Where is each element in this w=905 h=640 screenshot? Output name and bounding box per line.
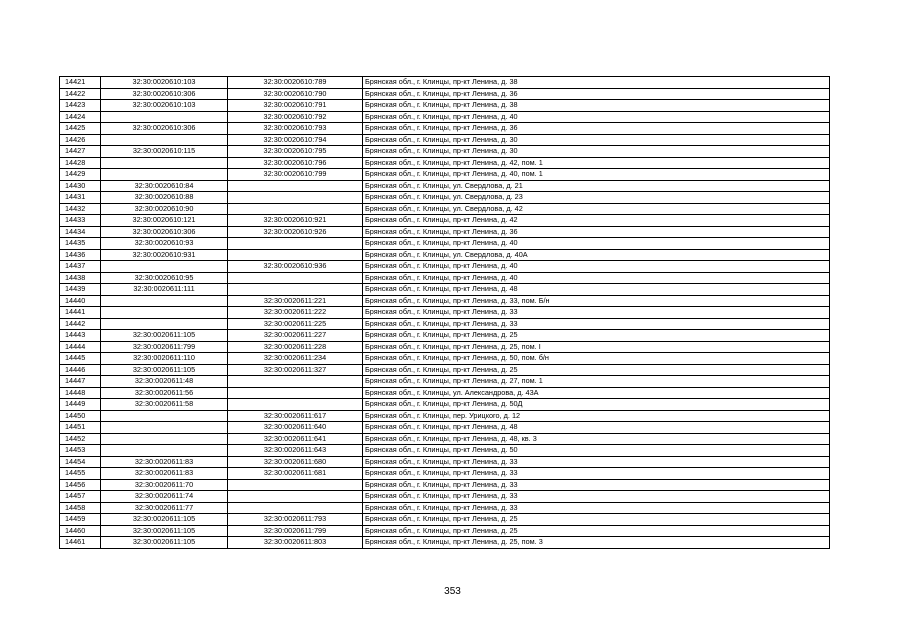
object-number-cell: 32:30:0020611:227 <box>228 330 363 342</box>
table-row <box>60 307 830 319</box>
address-cell: Брянская обл., г. Клинцы, пр-кт Ленина, д. 33 <box>363 307 830 319</box>
address-cell: Брянская обл., г. Клинцы, пер. Урицкого, д. 12 <box>363 410 830 422</box>
table-row <box>60 180 830 192</box>
address-cell: Брянская обл., г. Клинцы, пр-кт Ленина, д. 25, пом. I <box>363 341 830 353</box>
object-number-cell <box>228 180 363 192</box>
parcel-number-cell: 32:30:0020610:93 <box>101 238 228 250</box>
object-number-cell: 32:30:0020611:799 <box>228 525 363 537</box>
table-row <box>60 353 830 365</box>
row-number-cell: 14438 <box>60 272 101 284</box>
row-number-cell: 14453 <box>60 445 101 457</box>
row-number-cell: 14449 <box>60 399 101 411</box>
row-number-cell: 14444 <box>60 341 101 353</box>
address-cell: Брянская обл., г. Клинцы, пр-кт Ленина, д. 33, пом. Б/н <box>363 295 830 307</box>
address-cell: Брянская обл., г. Клинцы, пр-кт Ленина, д. 50 <box>363 445 830 457</box>
table-row <box>60 537 830 549</box>
parcel-number-cell: 32:30:0020610:103 <box>101 100 228 112</box>
page-number: 353 <box>444 586 461 597</box>
table-row <box>60 410 830 422</box>
row-number-cell: 14422 <box>60 88 101 100</box>
parcel-number-cell: 32:30:0020611:105 <box>101 537 228 549</box>
row-number-cell: 14429 <box>60 169 101 181</box>
row-number-cell: 14436 <box>60 249 101 261</box>
address-cell: Брянская обл., г. Клинцы, пр-кт Ленина, д. 48 <box>363 284 830 296</box>
table-row <box>60 146 830 158</box>
parcel-number-cell <box>101 111 228 123</box>
address-cell: Брянская обл., г. Клинцы, пр-кт Ленина, д. 50, пом. б/н <box>363 353 830 365</box>
parcel-number-cell: 32:30:0020610:103 <box>101 77 228 89</box>
parcel-number-cell: 32:30:0020611:58 <box>101 399 228 411</box>
table-row <box>60 100 830 112</box>
row-number-cell: 14457 <box>60 491 101 503</box>
table-row <box>60 330 830 342</box>
row-number-cell: 14448 <box>60 387 101 399</box>
row-number-cell: 14437 <box>60 261 101 273</box>
object-number-cell <box>228 238 363 250</box>
address-cell: Брянская обл., г. Клинцы, пр-кт Ленина, д. 36 <box>363 226 830 238</box>
registry-table <box>59 76 830 549</box>
parcel-number-cell <box>101 295 228 307</box>
parcel-number-cell: 32:30:0020611:83 <box>101 456 228 468</box>
table-row <box>60 157 830 169</box>
table-row <box>60 226 830 238</box>
parcel-number-cell: 32:30:0020611:111 <box>101 284 228 296</box>
address-cell: Брянская обл., г. Клинцы, пр-кт Ленина, д. 38 <box>363 100 830 112</box>
parcel-number-cell: 32:30:0020611:110 <box>101 353 228 365</box>
object-number-cell: 32:30:0020611:228 <box>228 341 363 353</box>
parcel-number-cell: 32:30:0020611:105 <box>101 514 228 526</box>
table-row <box>60 318 830 330</box>
table-row <box>60 134 830 146</box>
object-number-cell: 32:30:0020610:794 <box>228 134 363 146</box>
table-row <box>60 249 830 261</box>
table-row <box>60 468 830 480</box>
row-number-cell: 14445 <box>60 353 101 365</box>
row-number-cell: 14423 <box>60 100 101 112</box>
parcel-number-cell: 32:30:0020611:105 <box>101 364 228 376</box>
parcel-number-cell: 32:30:0020611:74 <box>101 491 228 503</box>
table-row <box>60 261 830 273</box>
address-cell: Брянская обл., г. Клинцы, пр-кт Ленина, д. 48, кв. 3 <box>363 433 830 445</box>
parcel-number-cell: 32:30:0020611:48 <box>101 376 228 388</box>
table-row <box>60 387 830 399</box>
address-cell: Брянская обл., г. Клинцы, пр-кт Ленина, д. 25 <box>363 364 830 376</box>
parcel-number-cell: 32:30:0020610:306 <box>101 123 228 135</box>
row-number-cell: 14450 <box>60 410 101 422</box>
table-row <box>60 295 830 307</box>
row-number-cell: 14430 <box>60 180 101 192</box>
row-number-cell: 14455 <box>60 468 101 480</box>
address-cell: Брянская обл., г. Клинцы, пр-кт Ленина, д. 36 <box>363 88 830 100</box>
address-cell: Брянская обл., г. Клинцы, пр-кт Ленина, д. 27, пом. 1 <box>363 376 830 388</box>
object-number-cell: 32:30:0020610:789 <box>228 77 363 89</box>
address-cell: Брянская обл., г. Клинцы, пр-кт Ленина, д. 40 <box>363 261 830 273</box>
object-number-cell <box>228 284 363 296</box>
row-number-cell: 14434 <box>60 226 101 238</box>
table-row <box>60 525 830 537</box>
row-number-cell: 14461 <box>60 537 101 549</box>
row-number-cell: 14421 <box>60 77 101 89</box>
object-number-cell: 32:30:0020611:643 <box>228 445 363 457</box>
object-number-cell <box>228 502 363 514</box>
object-number-cell: 32:30:0020610:795 <box>228 146 363 158</box>
object-number-cell <box>228 203 363 215</box>
table-row <box>60 433 830 445</box>
address-cell: Брянская обл., г. Клинцы, пр-кт Ленина, д. 42, пом. 1 <box>363 157 830 169</box>
table-row <box>60 192 830 204</box>
object-number-cell: 32:30:0020610:921 <box>228 215 363 227</box>
address-cell: Брянская обл., г. Клинцы, пр-кт Ленина, д. 50Д <box>363 399 830 411</box>
table-row <box>60 479 830 491</box>
address-cell: Брянская обл., г. Клинцы, пр-кт Ленина, д. 30 <box>363 134 830 146</box>
address-cell: Брянская обл., г. Клинцы, ул. Александрова, д. 43А <box>363 387 830 399</box>
row-number-cell: 14442 <box>60 318 101 330</box>
object-number-cell: 32:30:0020611:681 <box>228 468 363 480</box>
row-number-cell: 14456 <box>60 479 101 491</box>
object-number-cell <box>228 387 363 399</box>
address-cell: Брянская обл., г. Клинцы, пр-кт Ленина, д. 33 <box>363 491 830 503</box>
row-number-cell: 14451 <box>60 422 101 434</box>
address-cell: Брянская обл., г. Клинцы, пр-кт Ленина, д. 30 <box>363 146 830 158</box>
object-number-cell: 32:30:0020611:327 <box>228 364 363 376</box>
object-number-cell <box>228 272 363 284</box>
parcel-number-cell: 32:30:0020610:931 <box>101 249 228 261</box>
parcel-number-cell: 32:30:0020610:115 <box>101 146 228 158</box>
address-cell: Брянская обл., г. Клинцы, пр-кт Ленина, д. 33 <box>363 456 830 468</box>
table-row <box>60 491 830 503</box>
row-number-cell: 14435 <box>60 238 101 250</box>
parcel-number-cell <box>101 433 228 445</box>
address-cell: Брянская обл., г. Клинцы, пр-кт Ленина, д. 25 <box>363 525 830 537</box>
object-number-cell <box>228 479 363 491</box>
row-number-cell: 14425 <box>60 123 101 135</box>
parcel-number-cell <box>101 410 228 422</box>
address-cell: Брянская обл., г. Клинцы, пр-кт Ленина, д. 40 <box>363 111 830 123</box>
object-number-cell: 32:30:0020610:796 <box>228 157 363 169</box>
row-number-cell: 14460 <box>60 525 101 537</box>
table-row <box>60 111 830 123</box>
object-number-cell: 32:30:0020611:803 <box>228 537 363 549</box>
row-number-cell: 14428 <box>60 157 101 169</box>
address-cell: Брянская обл., г. Клинцы, ул. Свердлова, д. 42 <box>363 203 830 215</box>
parcel-number-cell: 32:30:0020611:799 <box>101 341 228 353</box>
parcel-number-cell: 32:30:0020611:105 <box>101 330 228 342</box>
parcel-number-cell: 32:30:0020610:88 <box>101 192 228 204</box>
row-number-cell: 14454 <box>60 456 101 468</box>
address-cell: Брянская обл., г. Клинцы, ул. Свердлова, д. 21 <box>363 180 830 192</box>
object-number-cell: 32:30:0020610:790 <box>228 88 363 100</box>
table-row <box>60 445 830 457</box>
object-number-cell: 32:30:0020611:222 <box>228 307 363 319</box>
parcel-number-cell: 32:30:0020610:90 <box>101 203 228 215</box>
table-row <box>60 77 830 89</box>
parcel-number-cell <box>101 157 228 169</box>
registry-table-body <box>60 77 830 549</box>
parcel-number-cell <box>101 445 228 457</box>
object-number-cell: 32:30:0020611:234 <box>228 353 363 365</box>
table-row <box>60 399 830 411</box>
row-number-cell: 14447 <box>60 376 101 388</box>
row-number-cell: 14441 <box>60 307 101 319</box>
object-number-cell <box>228 376 363 388</box>
table-row <box>60 169 830 181</box>
object-number-cell <box>228 192 363 204</box>
address-cell: Брянская обл., г. Клинцы, пр-кт Ленина, д. 36 <box>363 123 830 135</box>
address-cell: Брянская обл., г. Клинцы, пр-кт Ленина, д. 33 <box>363 468 830 480</box>
address-cell: Брянская обл., г. Клинцы, пр-кт Ленина, д. 40, пом. 1 <box>363 169 830 181</box>
row-number-cell: 14439 <box>60 284 101 296</box>
parcel-number-cell: 32:30:0020611:56 <box>101 387 228 399</box>
row-number-cell: 14440 <box>60 295 101 307</box>
object-number-cell: 32:30:0020610:793 <box>228 123 363 135</box>
parcel-number-cell: 32:30:0020610:95 <box>101 272 228 284</box>
address-cell: Брянская обл., г. Клинцы, пр-кт Ленина, д. 33 <box>363 318 830 330</box>
row-number-cell: 14458 <box>60 502 101 514</box>
row-number-cell: 14432 <box>60 203 101 215</box>
row-number-cell: 14452 <box>60 433 101 445</box>
object-number-cell: 32:30:0020611:221 <box>228 295 363 307</box>
address-cell: Брянская обл., г. Клинцы, пр-кт Ленина, д. 25 <box>363 330 830 342</box>
address-cell: Брянская обл., г. Клинцы, пр-кт Ленина, д. 38 <box>363 77 830 89</box>
object-number-cell: 32:30:0020611:225 <box>228 318 363 330</box>
table-row <box>60 123 830 135</box>
table-row <box>60 376 830 388</box>
address-cell: Брянская обл., г. Клинцы, ул. Свердлова, д. 40А <box>363 249 830 261</box>
object-number-cell: 32:30:0020610:926 <box>228 226 363 238</box>
parcel-number-cell: 32:30:0020610:306 <box>101 88 228 100</box>
address-cell: Брянская обл., г. Клинцы, пр-кт Ленина, д. 25, пом. 3 <box>363 537 830 549</box>
object-number-cell: 32:30:0020610:936 <box>228 261 363 273</box>
parcel-number-cell <box>101 422 228 434</box>
table-row <box>60 284 830 296</box>
address-cell: Брянская обл., г. Клинцы, пр-кт Ленина, д. 42 <box>363 215 830 227</box>
table-row <box>60 215 830 227</box>
row-number-cell: 14446 <box>60 364 101 376</box>
object-number-cell: 32:30:0020611:680 <box>228 456 363 468</box>
parcel-number-cell: 32:30:0020611:105 <box>101 525 228 537</box>
parcel-number-cell <box>101 134 228 146</box>
table-row <box>60 341 830 353</box>
parcel-number-cell <box>101 318 228 330</box>
address-cell: Брянская обл., г. Клинцы, пр-кт Ленина, д. 48 <box>363 422 830 434</box>
row-number-cell: 14426 <box>60 134 101 146</box>
object-number-cell: 32:30:0020610:799 <box>228 169 363 181</box>
table-row <box>60 238 830 250</box>
address-cell: Брянская обл., г. Клинцы, пр-кт Ленина, д. 40 <box>363 272 830 284</box>
table-row <box>60 514 830 526</box>
object-number-cell <box>228 249 363 261</box>
parcel-number-cell: 32:30:0020611:77 <box>101 502 228 514</box>
parcel-number-cell <box>101 261 228 273</box>
address-cell: Брянская обл., г. Клинцы, ул. Свердлова, д. 23 <box>363 192 830 204</box>
object-number-cell <box>228 491 363 503</box>
row-number-cell: 14443 <box>60 330 101 342</box>
row-number-cell: 14424 <box>60 111 101 123</box>
address-cell: Брянская обл., г. Клинцы, пр-кт Ленина, д. 33 <box>363 479 830 491</box>
address-cell: Брянская обл., г. Клинцы, пр-кт Ленина, д. 33 <box>363 502 830 514</box>
table-row <box>60 88 830 100</box>
row-number-cell: 14431 <box>60 192 101 204</box>
parcel-number-cell: 32:30:0020610:121 <box>101 215 228 227</box>
object-number-cell <box>228 399 363 411</box>
parcel-number-cell: 32:30:0020611:70 <box>101 479 228 491</box>
object-number-cell: 32:30:0020611:641 <box>228 433 363 445</box>
row-number-cell: 14427 <box>60 146 101 158</box>
row-number-cell: 14433 <box>60 215 101 227</box>
object-number-cell: 32:30:0020611:617 <box>228 410 363 422</box>
parcel-number-cell <box>101 307 228 319</box>
object-number-cell: 32:30:0020611:640 <box>228 422 363 434</box>
parcel-number-cell: 32:30:0020610:84 <box>101 180 228 192</box>
address-cell: Брянская обл., г. Клинцы, пр-кт Ленина, д. 25 <box>363 514 830 526</box>
row-number-cell: 14459 <box>60 514 101 526</box>
object-number-cell: 32:30:0020610:791 <box>228 100 363 112</box>
parcel-number-cell: 32:30:0020611:83 <box>101 468 228 480</box>
address-cell: Брянская обл., г. Клинцы, пр-кт Ленина, д. 40 <box>363 238 830 250</box>
parcel-number-cell: 32:30:0020610:306 <box>101 226 228 238</box>
table-row <box>60 364 830 376</box>
table-row <box>60 272 830 284</box>
table-row <box>60 456 830 468</box>
table-row <box>60 203 830 215</box>
table-row <box>60 422 830 434</box>
object-number-cell: 32:30:0020611:793 <box>228 514 363 526</box>
parcel-number-cell <box>101 169 228 181</box>
object-number-cell: 32:30:0020610:792 <box>228 111 363 123</box>
table-row <box>60 502 830 514</box>
